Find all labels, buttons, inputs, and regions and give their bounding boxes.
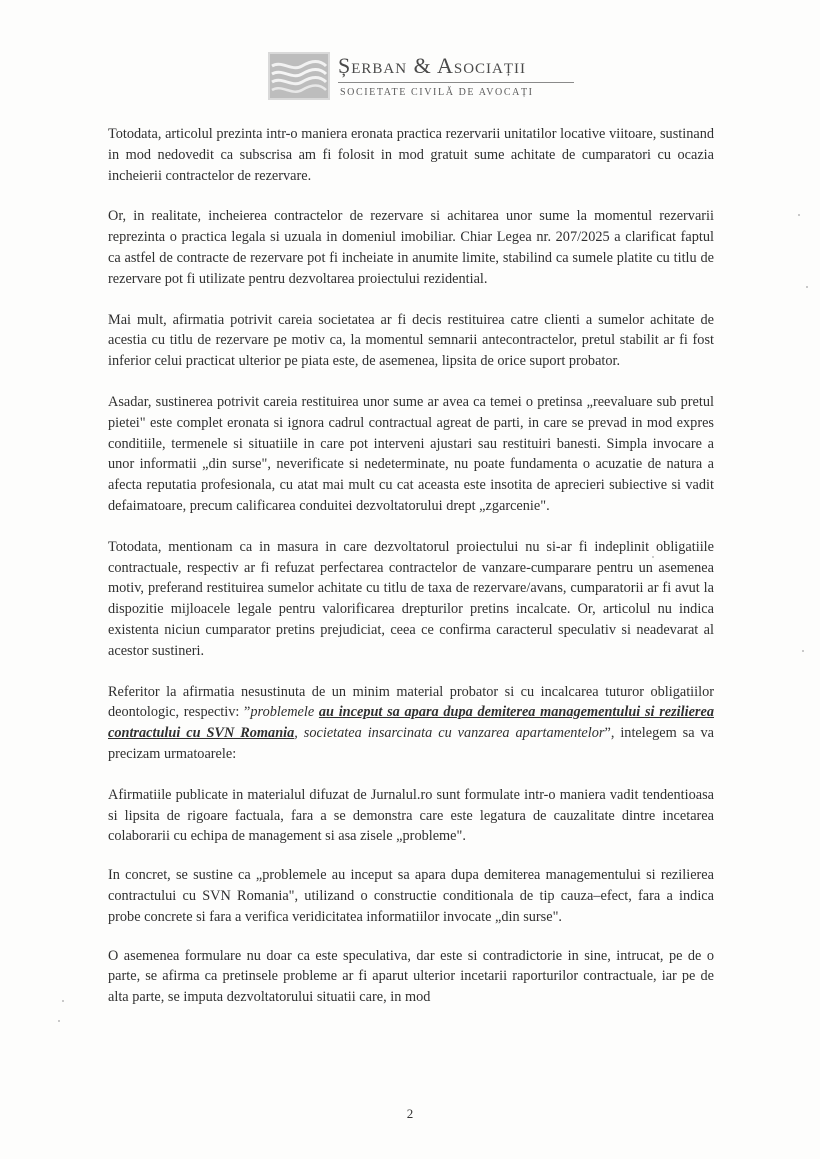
scan-speck — [62, 1000, 64, 1002]
paragraph-reservation-practice: Totodata, articolul prezinta intr-o maniera eronata practica rezervarii unitatilor locative viitoare, sustinand in mod nedovedit ca subscrisa am fi folosit in mod gratuit sume achitate de cumparatori cu ocazia incheierii contractelor de rezervare. — [108, 126, 714, 184]
paragraph-market-reevaluation: Asadar, sustinerea potrivit careia restituirea unor sume ar avea ca temei o pretinsa „reevaluare sub pretul pietei" este complet eronata si ignora cadrul contractual agreat de parti, in care se prevad in mod expres conditiile, termenele si situatiile in care pot interveni ajustari sau restituiri banesti. Simpla invocare a unor informatii „din surse", neverificate si nedeterminate, nu poate fundamenta o acuzatie de natura a afecta reputatia profesionala, cu atat mai mult cu cat aceasta este insotita de aprecieri subiective si vadit defaimatoare, precum calificarea conduitei dezvoltatorului drept „zgarcenie". — [108, 393, 714, 514]
firm-name: Șerban & Asociații — [338, 53, 527, 78]
paragraph-restitution-claim: Mai mult, afirmatia potrivit careia societatea ar fi decis restituirea catre clienti a sumelor achitate de acestia cu titlu de rezervare pe motiv ca, la momentul semnarii antecontractelor, pretul stabilit ar fi fost inferior celui practicat ulterior pe piata este, de asemenea, lipsita de orice suport probator. — [108, 311, 714, 370]
paragraph-cause-effect: In concret, se sustine ca „problemele au inceput sa apara dupa demiterea managementului si rezilierea contractului cu SVN Romania", utilizand o constructie conditionala de tip cauza–efect, fara a indica probe concrete si fara a verifica veridicitatea informatiilor invocate „din surse". — [108, 867, 714, 925]
paragraph-legal-practice: Or, in realitate, incheierea contractelor de rezervare si achitarea unor sume la momentul rezervarii reprezinta o practica legala si uzuala in domeniul imobiliar. Chiar Legea nr. 207/2025 a clarificat faptul ca astfel de contracte de rezervare pot fi incheiate in anumite limite, stabilind ca sumele platite cu titlu de rezervare pot fi utilizate pentru dezvoltarea proiectului rezidential. — [108, 208, 714, 287]
letterhead — [268, 52, 578, 106]
quote-emphasis: au inceput sa apara dupa demiterea managementului si rezilierea contractului cu SVN Romania — [108, 704, 714, 742]
scan-speck — [798, 214, 800, 216]
quote-intro: Referitor la afirmatia nesustinuta de un minim material probator si cu incalcarea tuturor obligatiilor deontologic, respectiv: ” — [108, 683, 714, 721]
paragraph-contradiction: O asemenea formulare nu doar ca este speculativa, dar este si contradictorie in sine, intrucat, pe de o parte, se afirma ca pretinsele probleme ar fi aparut ulterior incetarii raporturilor contractuale, iar pe de alta parte, se imputa dezvoltatorului situatii care, in mod — [108, 947, 714, 1006]
scan-speck — [802, 650, 804, 652]
quote-italic-end: , societatea insarcinata cu vanzarea apartamentelor — [294, 725, 605, 742]
paragraph-tendentious-statements: Afirmatiile publicate in materialul difuzat de Jurnalul.ro sunt formulate intr-o maniera vadit tendentioasa si lipsita de rigoare factuala, fara a se demonstra care este legatura de cauzalitate dintre incetarea colaborarii cu echipa de management si asa zisele „probleme". — [108, 786, 714, 845]
firm-logo — [268, 52, 330, 100]
quote-italic-start: problemele — [250, 704, 319, 721]
scan-speck — [806, 286, 808, 288]
paragraph-contractual-obligations: Totodata, mentionam ca in masura in care dezvoltatorul proiectului nu si-ar fi indeplinit obligatiile contractuale, respectiv ar fi refuzat perfectarea contractelor de vanzare-cumparare pentru un asemenea motiv, preferand restituirea sumelor achitate cu titlu de taxa de rezervare/avans, cumparatorii ar fi avut la dispozitie mijloacele legale pentru valorificarea drepturilor pretins incalcate. Or, articolul nu indica existenta niciun cumparator pretins prejudiciat, ceea ce confirma caracterul speculativ si neadevarat al acestor sustineri. — [108, 538, 714, 659]
page-number: 2 — [406, 1106, 414, 1121]
scan-speck — [58, 1020, 60, 1022]
quote-outro: ”, intelegem sa va precizam urmatoarele: — [108, 725, 714, 762]
firm-subtitle: SOCIETATE CIVILĂ DE AVOCAȚI — [340, 87, 534, 98]
scan-speck — [652, 556, 654, 558]
paragraph-quoted-claim — [108, 682, 714, 765]
document-body — [108, 124, 714, 1026]
letterhead-divider — [338, 82, 574, 83]
